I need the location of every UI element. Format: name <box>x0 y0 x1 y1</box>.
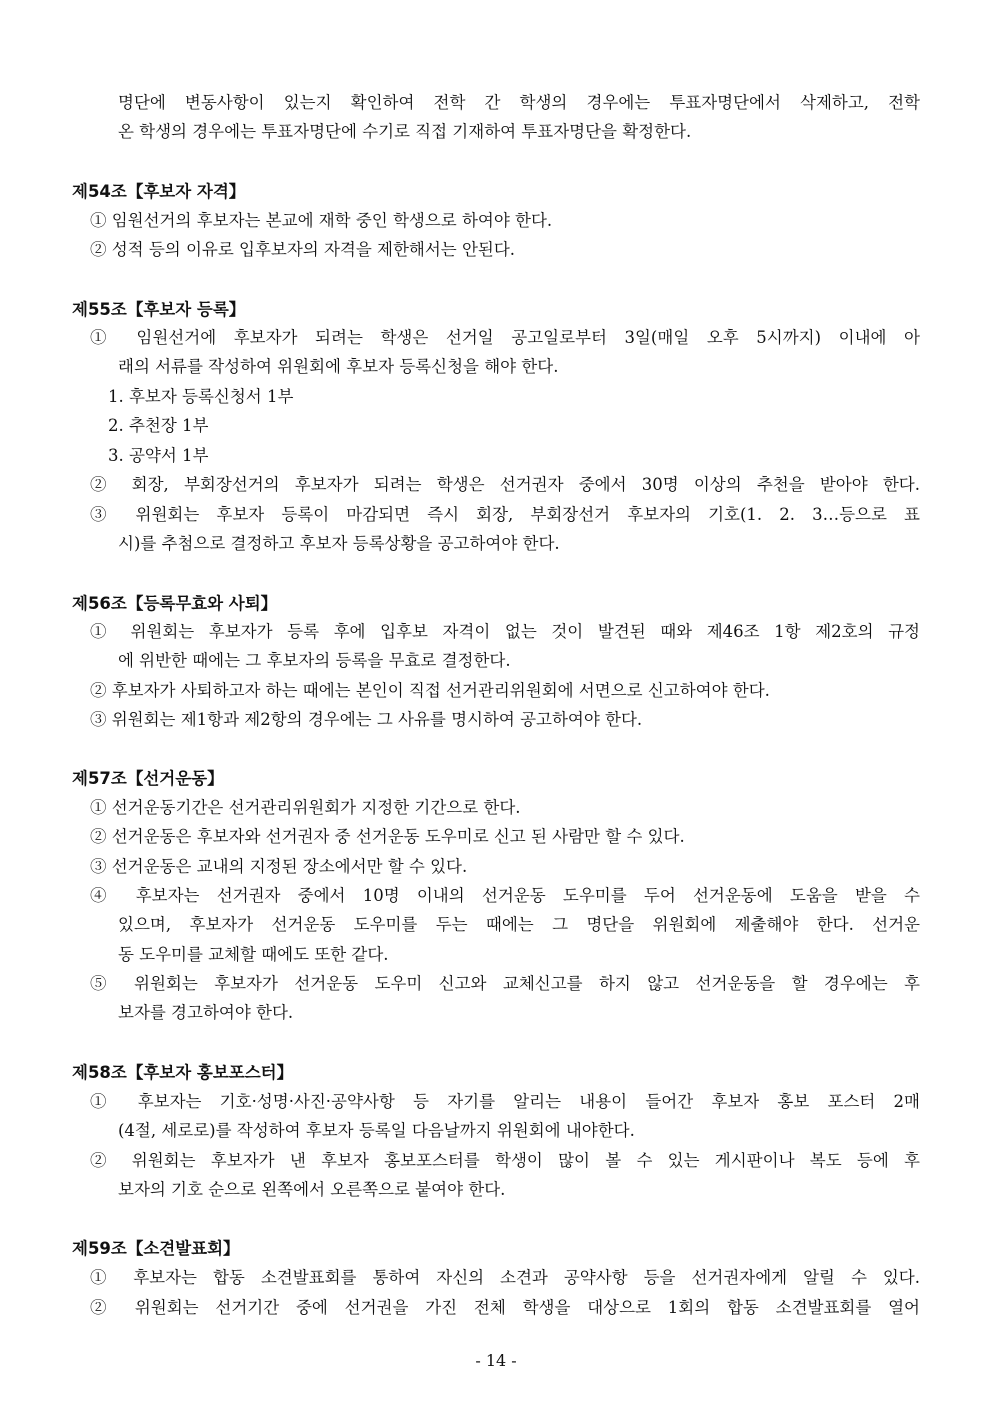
list-item-continuation: 시)를 추첨으로 결정하고 후보자 등록상황을 공고하여야 한다. <box>118 534 560 553</box>
list-item: ② 위원회는 후보자가 낸 후보자 홍보포스터를 학생이 많이 볼 수 있는 게시판이나 복도 등에 후 <box>90 1151 920 1170</box>
list-item: ② 회장, 부회장선거의 후보자가 되려는 학생은 선거권자 중에서 30명 이상의 추천을 받아야 한다. <box>90 475 920 494</box>
paragraph-line: 온 학생의 경우에는 투표자명단에 수기로 직접 기재하여 투표자명단을 확정한다. <box>118 122 692 141</box>
list-item: ② 선거운동은 후보자와 선거권자 중 선거운동 도우미로 신고 된 사람만 할 수 있다. <box>90 827 685 846</box>
list-item: ④ 후보자는 선거권자 중에서 10명 이내의 선거운동 도우미를 두어 선거운동에 도움을 받을 수 <box>90 886 920 905</box>
article-54-heading: 제54조【후보자 자격】 <box>72 182 246 201</box>
list-item-continuation: 보자의 기호 순으로 왼쪽에서 오른쪽으로 붙여야 한다. <box>118 1180 506 1199</box>
article-56-heading: 제56조【등록무효와 사퇴】 <box>72 594 278 613</box>
list-item-continuation: (4절, 세로로)를 작성하여 후보자 등록일 다음날까지 위원회에 내야한다. <box>118 1121 635 1140</box>
list-item: ① 위원회는 후보자가 등록 후에 입후보 자격이 없는 것이 발견된 때와 제46조 1항 제2호의 규정 <box>90 622 920 641</box>
list-item-continuation: 동 도우미를 교체할 때에도 또한 같다. <box>118 945 389 964</box>
list-item: ③ 위원회는 제1항과 제2항의 경우에는 그 사유를 명시하여 공고하여야 한다. <box>90 710 643 729</box>
page-number: - 14 - <box>475 1351 517 1370</box>
list-item: ③ 선거운동은 교내의 지정된 장소에서만 할 수 있다. <box>90 857 468 876</box>
sub-item: 3. 공약서 1부 <box>108 446 209 465</box>
list-item: ① 선거운동기간은 선거관리위원회가 지정한 기간으로 한다. <box>90 798 521 817</box>
list-item: ① 후보자는 합동 소견발표회를 통하여 자신의 소견과 공약사항 등을 선거권자에게 알릴 수 있다. <box>90 1268 920 1287</box>
list-item: ② 위원회는 선거기간 중에 선거권을 가진 전체 학생을 대상으로 1회의 합동 소견발표회를 열어 <box>90 1298 920 1317</box>
list-item: ⑤ 위원회는 후보자가 선거운동 도우미 신고와 교체신고를 하지 않고 선거운동을 할 경우에는 후 <box>90 974 920 993</box>
sub-item: 1. 후보자 등록신청서 1부 <box>108 387 294 406</box>
list-item-continuation: 보자를 경고하여야 한다. <box>118 1003 294 1022</box>
list-item-continuation: 있으며, 후보자가 선거운동 도우미를 두는 때에는 그 명단을 위원회에 제출해야 한다. 선거운 <box>118 915 920 934</box>
list-item: ③ 위원회는 후보자 등록이 마감되면 즉시 회장, 부회장선거 후보자의 기호(1. 2. 3…등으로 표 <box>90 505 920 524</box>
paragraph-line: 명단에 변동사항이 있는지 확인하여 전학 간 학생의 경우에는 투표자명단에서 삭제하고, 전학 <box>118 93 920 112</box>
list-item: ① 임원선거의 후보자는 본교에 재학 중인 학생으로 하여야 한다. <box>90 211 553 230</box>
article-58-heading: 제58조【후보자 홍보포스터】 <box>72 1063 294 1082</box>
article-59-heading: 제59조【소견발표회】 <box>72 1239 240 1258</box>
list-item-continuation: 에 위반한 때에는 그 후보자의 등록을 무효로 결정한다. <box>118 651 511 670</box>
article-57-heading: 제57조【선거운동】 <box>72 769 224 788</box>
list-item: ① 임원선거에 후보자가 되려는 학생은 선거일 공고일로부터 3일(매일 오후 5시까지) 이내에 아 <box>90 328 920 347</box>
list-item-continuation: 래의 서류를 작성하여 위원회에 후보자 등록신청을 해야 한다. <box>118 357 559 376</box>
list-item: ② 후보자가 사퇴하고자 하는 때에는 본인이 직접 선거관리위원회에 서면으로 신고하여야 한다. <box>90 681 770 700</box>
list-item: ② 성적 등의 이유로 입후보자의 자격을 제한해서는 안된다. <box>90 240 516 259</box>
article-55-heading: 제55조【후보자 등록】 <box>72 300 246 319</box>
list-item: ① 후보자는 기호·성명·사진·공약사항 등 자기를 알리는 내용이 들어간 후보자 홍보 포스터 2매 <box>90 1092 920 1111</box>
sub-item: 2. 추천장 1부 <box>108 416 209 435</box>
